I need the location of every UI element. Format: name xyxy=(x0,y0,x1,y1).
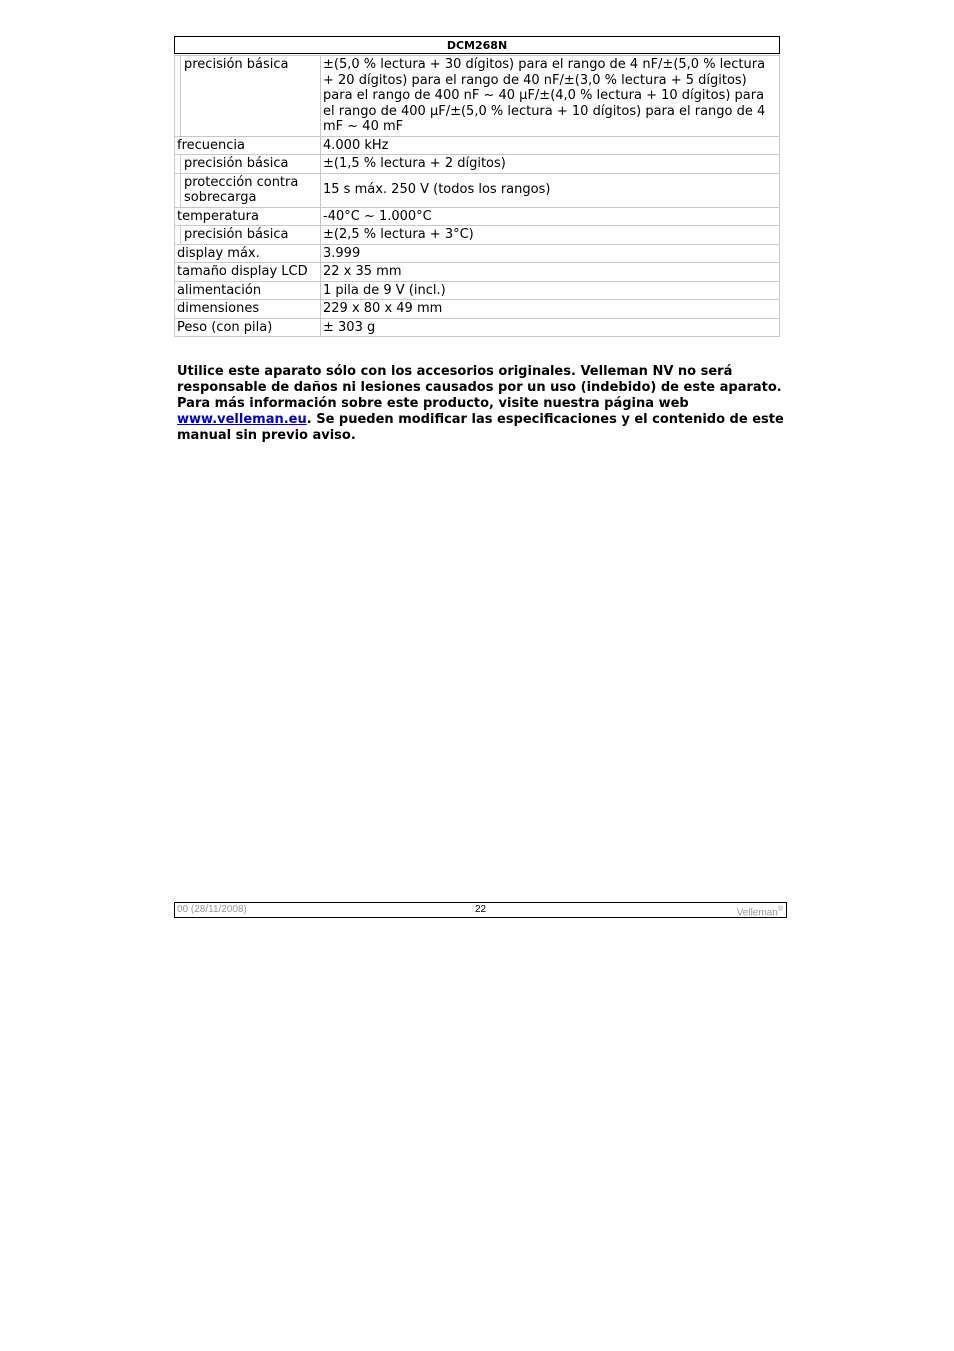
spec-row xyxy=(175,56,780,137)
spec-value: ± 303 g xyxy=(321,318,780,337)
spec-label: precisión básica xyxy=(181,226,321,245)
spec-value: 1 pila de 9 V (incl.) xyxy=(321,281,780,300)
footer-version-date: 00 (28/11/2008) xyxy=(177,904,247,915)
spec-row xyxy=(175,173,780,207)
page-footer xyxy=(174,902,787,918)
spec-value: -40°C ~ 1.000°C xyxy=(321,207,780,226)
spec-row xyxy=(175,226,780,245)
footer-page-number: 22 xyxy=(474,904,487,915)
spec-value: 15 s máx. 250 V (todos los rangos) xyxy=(321,173,780,207)
model-title: DCM268N xyxy=(446,39,508,52)
spec-label: dimensiones xyxy=(175,300,321,319)
spec-row xyxy=(175,244,780,263)
spec-value: 4.000 kHz xyxy=(321,136,780,155)
footer-brand xyxy=(737,903,783,920)
spec-label: alimentación xyxy=(175,281,321,300)
note-text-before: Utilice este aparato sólo con los accesorios originales. Velleman NV no será responsable de daños ni lesiones causados por un uso (indebido) de este aparato. Para más información sobre este producto, visite nuestra página web xyxy=(177,364,782,411)
spec-label: Peso (con pila) xyxy=(175,318,321,337)
note-text-after: . Se pueden modificar las especificaciones y el contenido de este manual sin previo aviso. xyxy=(177,412,784,443)
spec-label: tamaño display LCD xyxy=(175,263,321,282)
spec-value: ±(1,5 % lectura + 2 dígitos) xyxy=(321,155,780,174)
spec-row xyxy=(175,155,780,174)
spec-label: precisión básica xyxy=(181,56,321,137)
spec-value: 3.999 xyxy=(321,244,780,263)
spec-value: ±(5,0 % lectura + 30 dígitos) para el rango de 4 nF/±(5,0 % lectura + 20 dígitos) para el rango de 40 nF/±(3,0 % lectura + 5 dígitos) para el rango de 400 nF ~ 40 µF/±(4,0 % lectura + 10 dígitos) para el rango de 400 µF/±(5,0 % lectura + 10 dígitos) para el rango de 4 mF ~ 40 mF xyxy=(321,56,780,137)
spec-value: 229 x 80 x 49 mm xyxy=(321,300,780,319)
spec-label: protección contra sobrecarga xyxy=(181,173,321,207)
spec-value: ±(2,5 % lectura + 3°C) xyxy=(321,226,780,245)
footer-brand-name: Velleman xyxy=(736,907,778,919)
spec-label: display máx. xyxy=(175,244,321,263)
document-header xyxy=(174,36,780,54)
spec-row xyxy=(175,263,780,282)
velleman-link[interactable]: www.velleman.eu xyxy=(177,412,307,427)
spec-row xyxy=(175,318,780,337)
spec-label: temperatura xyxy=(175,207,321,226)
spec-label: frecuencia xyxy=(175,136,321,155)
spec-row xyxy=(175,281,780,300)
spec-row xyxy=(175,136,780,155)
spec-table xyxy=(174,55,780,337)
spec-row xyxy=(175,207,780,226)
spec-value: 22 x 35 mm xyxy=(321,263,780,282)
registered-mark: ® xyxy=(777,906,783,913)
disclaimer-note xyxy=(177,364,787,444)
spec-label: precisión básica xyxy=(181,155,321,174)
spec-row xyxy=(175,300,780,319)
